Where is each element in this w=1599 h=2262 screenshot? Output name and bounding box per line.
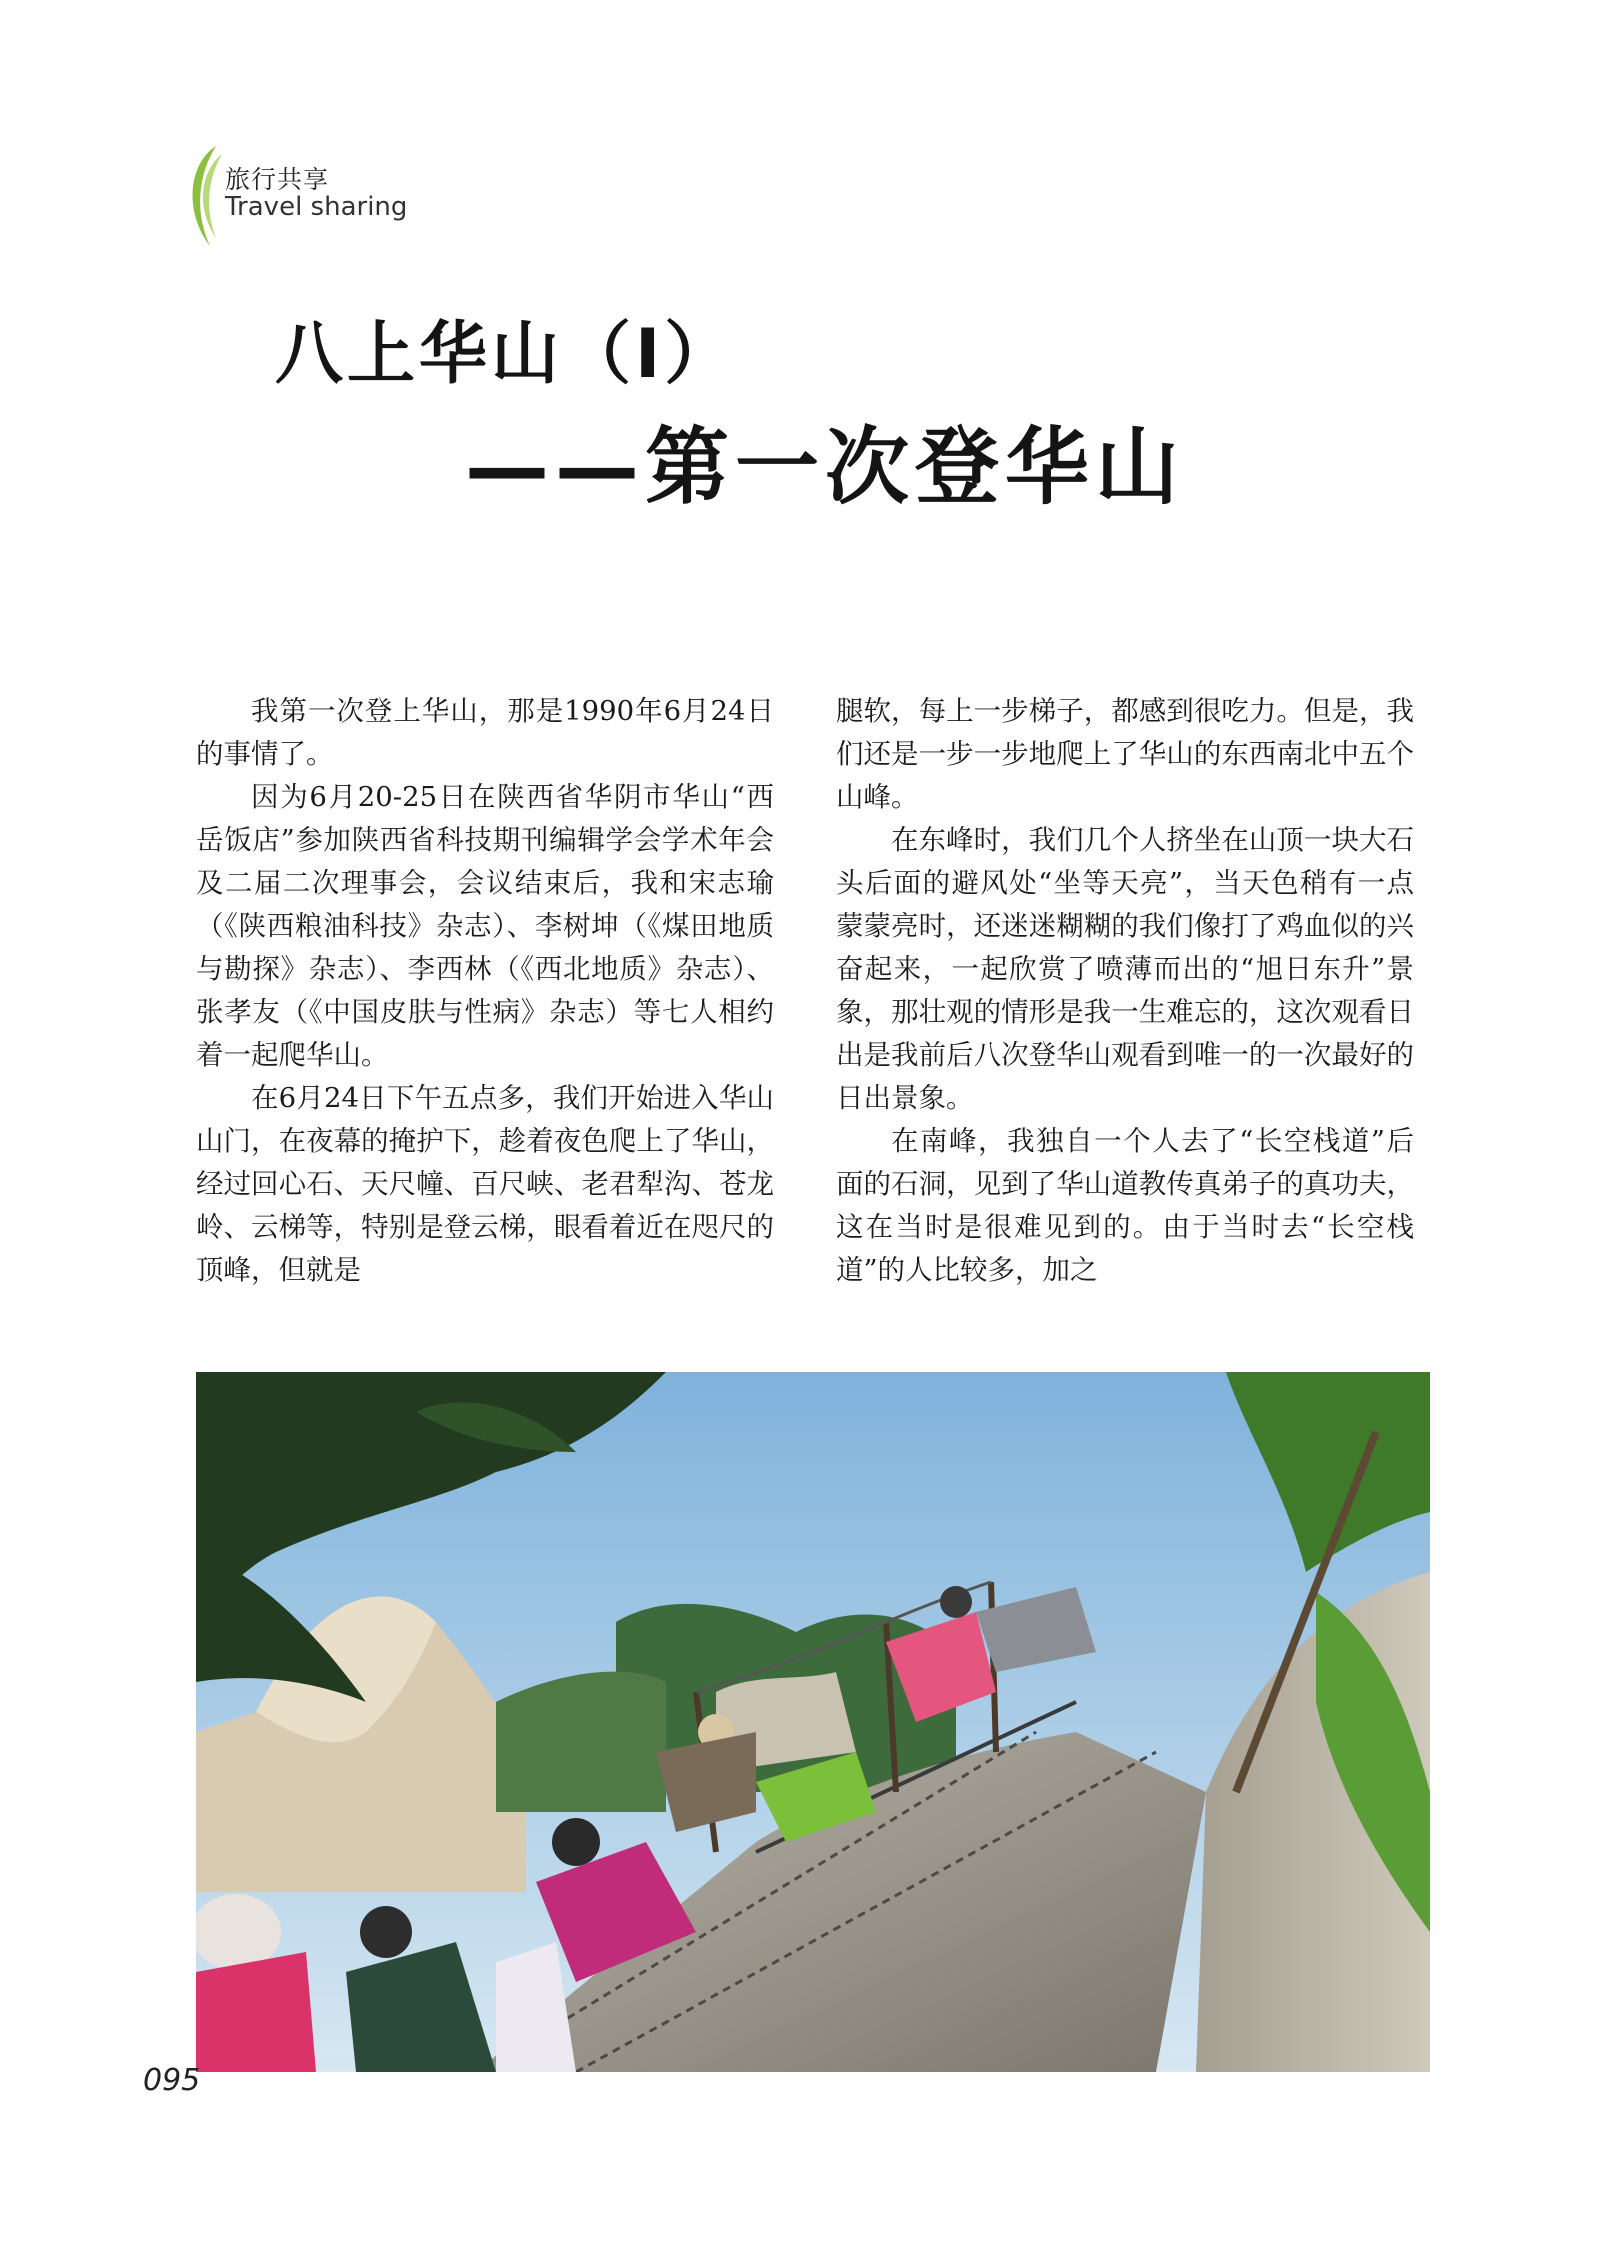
- paragraph: 在6月24日下午五点多，我们开始进入华山山门，在夜幕的掩护下，趁着夜色爬上了华山，经过回心石、天尺幢、百尺峡、老君犁沟、苍龙岭、云梯等，特别是登云梯，眼看着近在咫尺的顶峰，但就是: [196, 1082, 774, 1286]
- article-title: 八上华山（I）: [275, 315, 737, 394]
- section-tag-english: Travel sharing: [225, 192, 408, 222]
- page-number: 095: [143, 2063, 201, 2098]
- paragraph: 在南峰，我独自一个人去了“长空栈道”后面的石洞，见到了华山道教传真弟子的真功夫，这在当时是很难见到的。由于当时去“长空栈道”的人比较多，加之: [836, 1125, 1414, 1286]
- article-column-right: [836, 690, 1414, 1292]
- paragraph: 我第一次登上华山，那是1990年6月24日的事情了。: [196, 695, 774, 770]
- paragraph: 在东峰时，我们几个人挤坐在山顶一块大石头后面的避风处“坐等天亮”，当天色稍有一点蒙蒙亮时，还迷迷糊糊的我们像打了鸡血似的兴奋起来，一起欣赏了喷薄而出的“旭日东升”景象，那壮观的情形是我一生难忘的，这次观看日出是我前后八次登华山观看到唯一的一次最好的日出景象。: [836, 824, 1414, 1114]
- paragraph: 因为6月20-25日在陕西省华阴市华山“西岳饭店”参加陕西省科技期刊编辑学会学术年会及二届二次理事会，会议结束后，我和宋志瑜（《陕西粮油科技》杂志）、李树坤（《煤田地质与勘探》杂志）、李西林（《西北地质》杂志）、张孝友（《中国皮肤与性病》杂志）等七人相约着一起爬华山。: [196, 781, 774, 1071]
- article-column-left: [196, 690, 774, 1292]
- section-tag: [182, 142, 442, 252]
- leaf-swoosh-icon: [182, 142, 226, 252]
- mountain-stairs-illustration: [196, 1372, 1430, 2072]
- article-subtitle: ——第一次登华山: [465, 418, 1186, 516]
- section-tag-chinese: 旅行共享: [225, 165, 330, 194]
- paragraph-continued: 腿软，每上一步梯子，都感到很吃力。但是，我们还是一步一步地爬上了华山的东西南北中五个山峰。: [836, 695, 1414, 813]
- hikers-climbing-photo: [196, 1372, 1430, 2072]
